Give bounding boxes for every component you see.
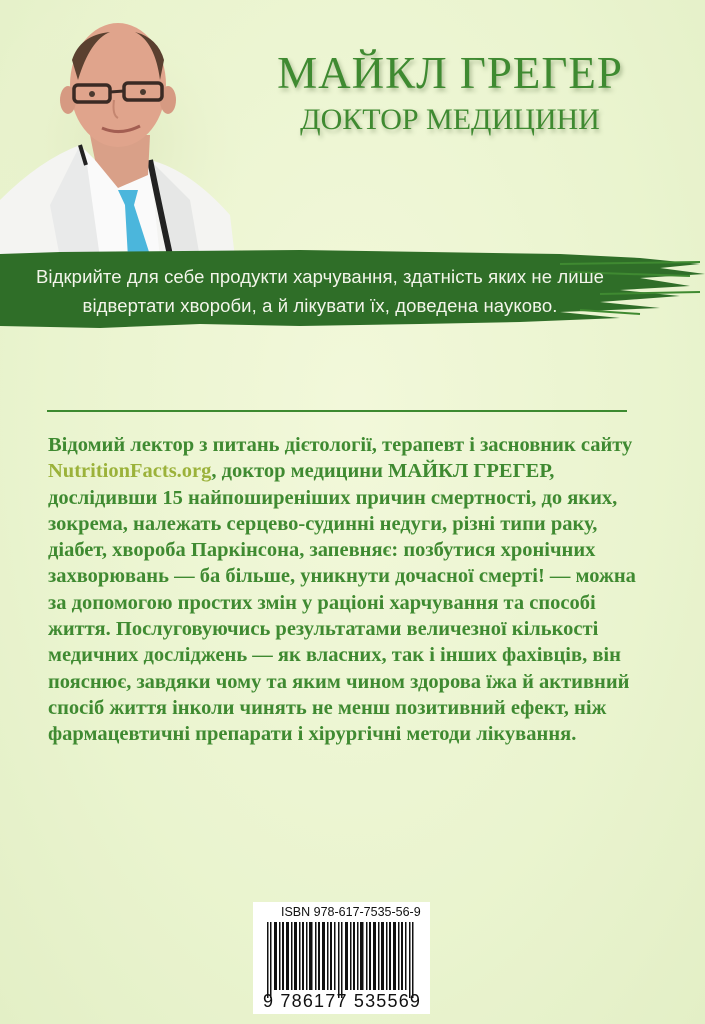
tagline-line-1: Відкрийте для себе продукти харчування, здатність яких не лише: [35, 266, 605, 287]
description-text: [48, 432, 648, 748]
description-line: спосіб життя інколи чинять не менш позитивний ефект, ніж: [48, 696, 607, 719]
description-line: життя. Послуговуючись результатами величезної кількості: [48, 618, 599, 641]
description-line: медичних досліджень — як власних, так і інших фахівців, він: [48, 644, 621, 667]
description-line: фармацевтичні препарати і хірургічні методи лікування.: [48, 723, 577, 746]
author-name: МАЙКЛ ГРЕГЕР: [277, 48, 623, 98]
description-line: діабет, хвороба Паркінсона, запевняє: позбутися хронічних: [48, 539, 596, 562]
description-line: [48, 458, 648, 484]
author-portrait-icon: [0, 0, 240, 258]
tagline-text: [0, 262, 640, 320]
description-line-rest: , доктор медицини МАЙКЛ ГРЕГЕР,: [211, 460, 555, 483]
description-line: за допомогою простих змін у раціоні харчування та способі: [48, 591, 596, 614]
description-line: Відомий лектор з питань дієтології, терапевт і засновник сайту: [48, 434, 633, 456]
description-line: пояснює, завдяки чому та яким чином здорова їжа й активний: [48, 670, 630, 693]
description-line: дослідивши 15 найпоширеніших причин смертності, до яких,: [48, 486, 618, 509]
description-line: захворювань — ба більше, уникнути дочасної смерті! — можна: [48, 565, 636, 588]
author-photo: [0, 0, 240, 258]
divider-top: [47, 410, 627, 412]
tagline-banner: [0, 250, 705, 332]
isbn-label: ISBN 978-617-7535-56-9: [281, 905, 421, 919]
barcode-icon: [267, 922, 417, 998]
website-link[interactable]: NutritionFacts.org: [48, 460, 212, 483]
description-line: зокрема, належать серцево-судинні недуги, різні типи раку,: [48, 512, 598, 535]
author-degree: ДОКТОР МЕДИЦИНИ: [300, 103, 600, 136]
title-block: [240, 48, 660, 138]
tagline-line-2: відвертати хвороби, а й лікувати їх, доведена науково.: [82, 295, 558, 316]
isbn-barcode: [253, 902, 430, 1014]
barcode-digits: 9 786177 535569: [263, 991, 422, 1011]
